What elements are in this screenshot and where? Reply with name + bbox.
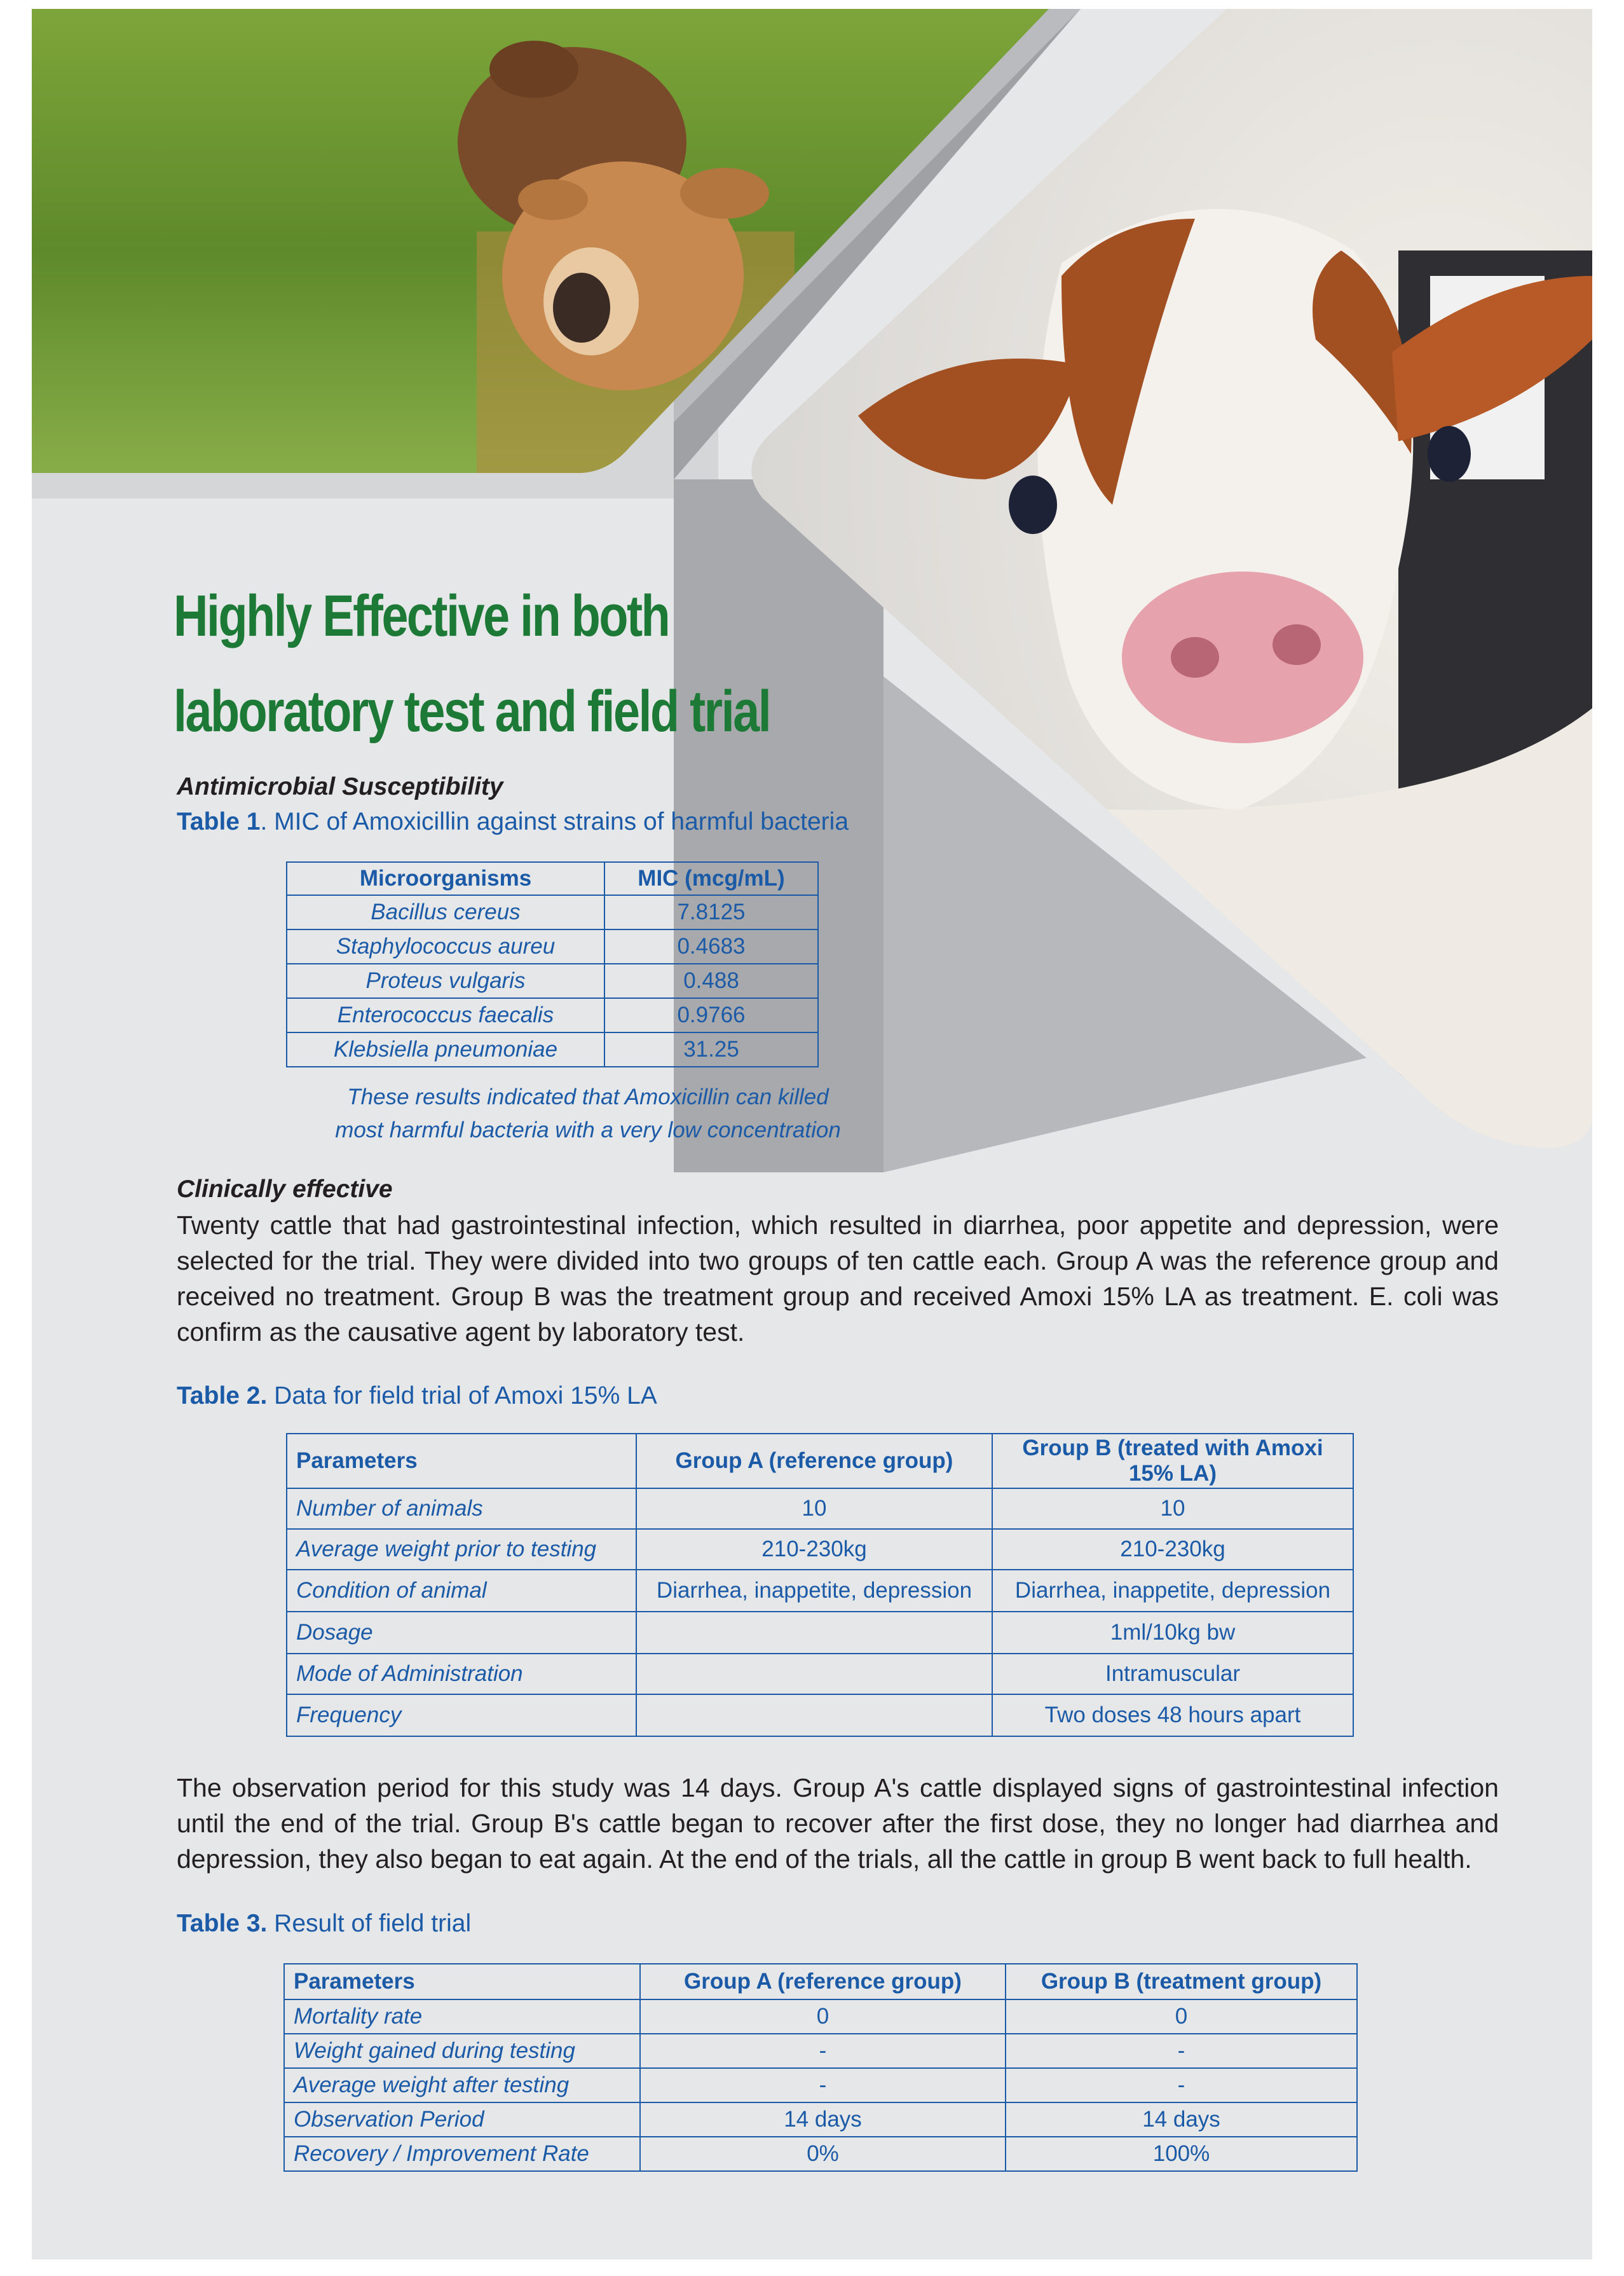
clinically-effective-heading: Clinically effective [177, 1176, 393, 1203]
title-line-2: laboratory test and field trial [174, 679, 770, 744]
table3-cell: - [1006, 2068, 1357, 2102]
table2-header: Group A (reference group) [636, 1434, 992, 1488]
table3-header: Group A (reference group) [640, 1964, 1006, 1999]
table3-cell: Weight gained during testing [284, 2034, 640, 2068]
table1-cell: Klebsiella pneumoniae [287, 1032, 604, 1067]
table-row [287, 895, 818, 929]
table3-cell: - [640, 2068, 1006, 2102]
table1-header: MIC (mcg/mL) [604, 862, 818, 895]
table-row [287, 1612, 1353, 1654]
table2-cell: Diarrhea, inappetite, depression [992, 1570, 1353, 1612]
note-line-2: most harmful bacteria with a very low concentration [335, 1118, 841, 1142]
table-row [287, 1694, 1353, 1736]
table1-cell: 0.9766 [604, 998, 818, 1032]
table3-header: Parameters [284, 1964, 640, 1999]
table2-field-trial [286, 1433, 1354, 1737]
table-row [287, 964, 818, 998]
table1-mic [286, 861, 819, 1067]
table3-cell: 14 days [640, 2102, 1006, 2137]
table3-results [283, 1963, 1358, 2172]
table-row [287, 929, 818, 964]
table1-cell: 31.25 [604, 1032, 818, 1067]
table3-cell: Recovery / Improvement Rate [284, 2137, 640, 2171]
table1-cell: 0.4683 [604, 929, 818, 964]
table2-cell: Intramuscular [992, 1654, 1353, 1694]
table3-caption [177, 1910, 471, 1938]
table-row [287, 1654, 1353, 1694]
page-title [174, 568, 770, 759]
table2-cell: 210-230kg [992, 1529, 1353, 1570]
table3-cell: Observation Period [284, 2102, 640, 2137]
table3-header: Group B (treatment group) [1006, 1964, 1357, 1999]
table2-cell [636, 1694, 992, 1736]
table2-cell: Dosage [287, 1612, 636, 1654]
table3-cell: 0% [640, 2137, 1006, 2171]
table-row [284, 2034, 1357, 2068]
table2-cell [636, 1654, 992, 1694]
table2-cell: Number of animals [287, 1488, 636, 1529]
table2-cell: Condition of animal [287, 1570, 636, 1612]
table2-header: Group B (treated with Amoxi 15% LA) [992, 1434, 1353, 1488]
table2-cell: Mode of Administration [287, 1654, 636, 1694]
table2-cell: Diarrhea, inappetite, depression [636, 1570, 992, 1612]
table-row [287, 1570, 1353, 1612]
table3-cell: 100% [1006, 2137, 1357, 2171]
table2-header: Parameters [287, 1434, 636, 1488]
table2-cell [636, 1612, 992, 1654]
antimicrobial-heading: Antimicrobial Susceptibility [177, 773, 503, 800]
table3-cell: 0 [1006, 1999, 1357, 2034]
table2-cell: 210-230kg [636, 1529, 992, 1570]
table-row [287, 1529, 1353, 1570]
table3-cell: - [640, 2034, 1006, 2068]
table-row [284, 2137, 1357, 2171]
table2-caption-label: Table 2. [177, 1382, 268, 1409]
table2-cell: 10 [636, 1488, 992, 1529]
table1-header: Microorganisms [287, 862, 604, 895]
table1-cell: 7.8125 [604, 895, 818, 929]
observation-description: The observation period for this study was 14 days. Group A's cattle displayed signs of gastrointestinal infection until the end of the trial. Group B's cattle began to recover after the first dose, they no longer had diarrhea and depression, they also began to eat again. At the end of the trials, all the cattle in group B went back to full health. [177, 1773, 1499, 1874]
table2-cell: 1ml/10kg bw [992, 1612, 1353, 1654]
table-row [284, 2102, 1357, 2137]
table3-cell: Average weight after testing [284, 2068, 640, 2102]
table1-note [270, 1081, 906, 1147]
table1-cell: 0.488 [604, 964, 818, 998]
table1-cell: Enterococcus faecalis [287, 998, 604, 1032]
table3-cell: Mortality rate [284, 1999, 640, 2034]
table3-cell: 0 [640, 1999, 1006, 2034]
table1-caption-text: . MIC of Amoxicillin against strains of harmful bacteria [260, 808, 849, 835]
trial-description: Twenty cattle that had gastrointestinal infection, which resulted in diarrhea, poor appetite and depression, were selected for the trial. They were divided into two groups of ten cattle each. Group A was the reference group and received no treatment. Group B was the treatment group and received Amoxi 15% LA as treatment. E. coli was confirm as the causative agent by laboratory test. [177, 1210, 1499, 1347]
table2-cell: Average weight prior to testing [287, 1529, 636, 1570]
table3-cell: - [1006, 2034, 1357, 2068]
table1-cell: Bacillus cereus [287, 895, 604, 929]
table2-caption-text: Data for field trial of Amoxi 15% LA [267, 1382, 657, 1409]
table2-cell: 10 [992, 1488, 1353, 1529]
table-row [287, 1488, 1353, 1529]
title-line-1: Highly Effective in both [174, 584, 669, 648]
table2-cell: Two doses 48 hours apart [992, 1694, 1353, 1736]
note-line-1: These results indicated that Amoxicillin can killed [347, 1085, 829, 1109]
table2-caption [177, 1382, 657, 1410]
table1-cell: Proteus vulgaris [287, 964, 604, 998]
table-row [287, 1032, 818, 1067]
table3-cell: 14 days [1006, 2102, 1357, 2137]
table1-cell: Staphylococcus aureu [287, 929, 604, 964]
table-row [287, 998, 818, 1032]
page [32, 9, 1592, 2259]
table-row [284, 2068, 1357, 2102]
table1-caption [177, 808, 849, 836]
table3-caption-text: Result of field trial [267, 1910, 472, 1937]
table1-caption-label: Table 1 [177, 808, 261, 835]
table-row [284, 1999, 1357, 2034]
table3-caption-label: Table 3. [177, 1910, 268, 1937]
table2-cell: Frequency [287, 1694, 636, 1736]
